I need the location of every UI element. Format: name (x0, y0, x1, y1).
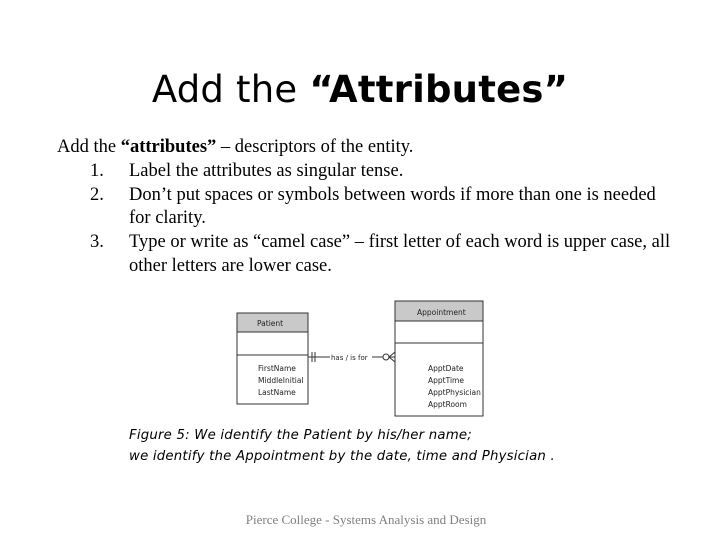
relationship-label: has / is for (331, 354, 368, 362)
patient-entity (237, 313, 308, 404)
intro-suffix: – descriptors of the entity. (216, 137, 414, 157)
patient-entity-name: Patient (257, 319, 284, 328)
appointment-attribute: ApptTime (428, 376, 464, 385)
list-item-text: Type or write as “camel case” – first letter of each word is upper case, all other letters are lower case. (129, 232, 671, 276)
patient-attribute: LastName (258, 388, 296, 397)
relationship-connector (308, 352, 395, 362)
caption-line-1: Figure 5: We identify the Patient by his/her name; (129, 428, 472, 443)
title-emphasis: “Attributes” (309, 68, 569, 111)
list-item-number: 2. (90, 184, 104, 205)
appointment-attribute: ApptPhysician (428, 388, 481, 397)
appointment-attribute: ApptDate (428, 364, 464, 373)
appointment-attribute: ApptRoom (428, 400, 467, 409)
caption-line-2: we identify the Appointment by the date, time and Physician . (129, 449, 555, 464)
intro-prefix: Add the (57, 137, 121, 157)
figure-caption (129, 425, 555, 467)
slide-footer: Pierce College - Systems Analysis and Design (245, 512, 487, 527)
crowfoot-line (389, 357, 395, 362)
crowfoot-line (389, 352, 395, 357)
list-item-text: Don’t put spaces or symbols between words if more than one is needed for clarity. (129, 184, 656, 229)
patient-attribute: FirstName (258, 364, 296, 373)
list-item-number: 1. (90, 160, 104, 181)
appointment-entity (395, 301, 483, 416)
appointment-entity-name: Appointment (417, 308, 466, 317)
list-item-text: Label the attributes as singular tense. (129, 160, 404, 181)
optional-circle (383, 354, 389, 360)
title-prefix: Add the (151, 68, 310, 111)
intro-emphasis: “attributes” (120, 137, 217, 157)
list-item-number: 3. (90, 232, 104, 253)
patient-attribute: MiddleInitial (258, 376, 304, 385)
